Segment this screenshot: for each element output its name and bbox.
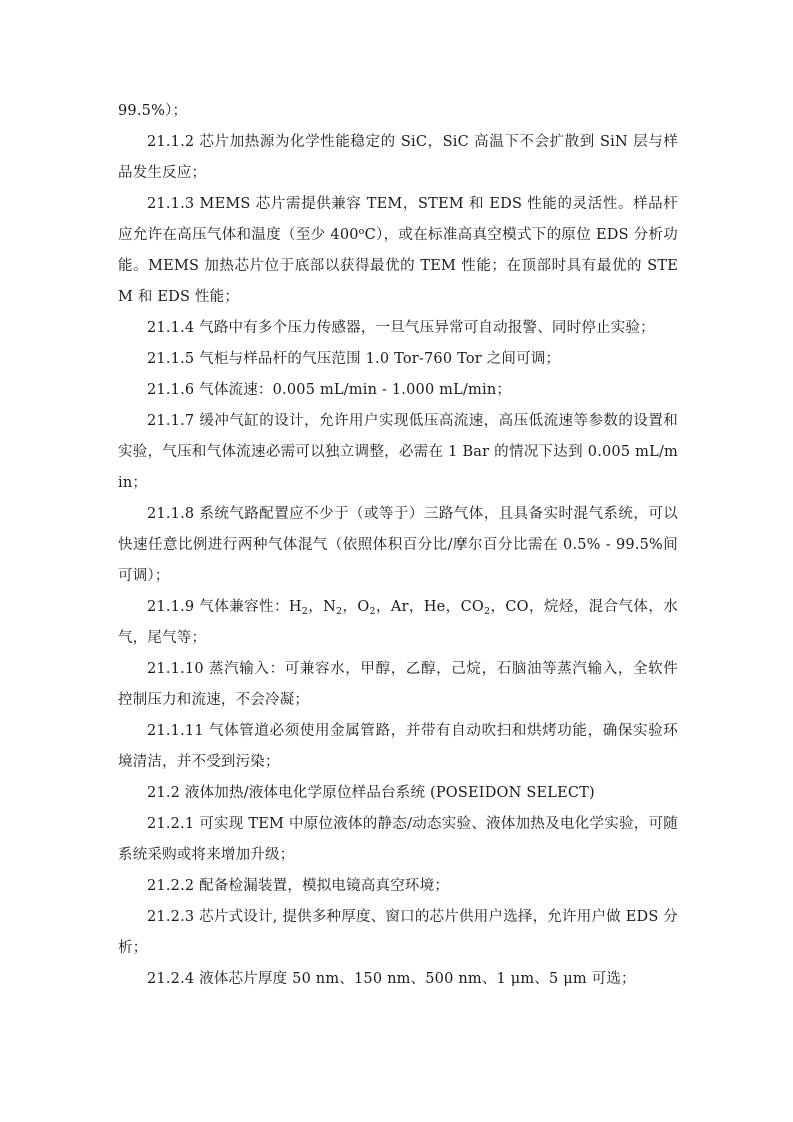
paragraph-21-1-6: 21.1.6 气体流速：0.005 mL/min - 1.000 mL/min； [147, 382, 512, 398]
paragraph-21-1-3-part2: C），或在标准高真空模式下的原位 EDS 分析功能。MEMS 加热芯片位于底部以获得最优的 TEM 性能；在顶部时具有最优的 STEM 和 EDS 性能； [118, 227, 678, 305]
document-body [118, 96, 678, 995]
paragraph-21-1-2: 21.1.2 芯片加热源为化学性能稳定的 SiC，SiC 高温下不会扩散到 SiN 层与样品发生反应； [118, 134, 678, 181]
paragraph-21-1-8: 21.1.8 系统气路配置应不少于（或等于）三路气体，且具备实时混气系统，可以快速任意比例进行两种气体混气（依照体积百分比/摩尔百分比需在 0.5% - 99.5%间可调）； [118, 506, 678, 584]
gas-h-subscript: 2 [301, 606, 308, 617]
gas-co2-subscript: 2 [483, 606, 491, 617]
paragraph-21-1-3-part1: 21.1.3 MEMS 芯片需提供兼容 TEM，STEM 和 EDS 性能的灵活性。样品杆应允许在高压气体和温度（至少 400 [118, 196, 678, 243]
paragraph-21-2-1: 21.2.1 可实现 TEM 中原位液体的静态/动态实验、液体加热及电化学实验，可随系统采购或将来增加升级； [118, 816, 678, 863]
paragraph-21-1-5: 21.1.5 气柜与样品杆的气压范围 1.0 Tor-760 Tor 之间可调； [147, 351, 561, 367]
gas-rest-2: ，CO，烷烃，混合气体，水气，尾气等； [118, 599, 678, 646]
gas-h: H [288, 599, 302, 615]
gas-rest-1: ，Ar，He，CO [375, 599, 484, 615]
gas-n: ，N [307, 599, 337, 615]
paragraph-21-1-9 [118, 592, 678, 654]
gas-label: 21.1.9 气体兼容性： [147, 599, 289, 615]
paragraph-21-2-4: 21.2.4 液体芯片厚度 50 nm、150 nm、500 nm、1 μm、5 μm 可选； [147, 971, 636, 987]
section-heading-21-2: 21.2 液体加热/液体电化学原位样品台系统 (POSEIDON SELECT) [147, 785, 595, 801]
gas-o: ，O [342, 599, 370, 615]
paragraph-21-1-10: 21.1.10 蒸汽输入：可兼容水，甲醇，乙醇，己烷，石脑油等蒸汽输入，全软件控制压力和流速，不会冷凝； [118, 661, 678, 708]
paragraph-21-1-3 [118, 189, 678, 313]
paragraph-21-1-4: 21.1.4 气路中有多个压力传感器，一旦气压异常可自动报警、同时停止实验； [147, 320, 655, 336]
degree-superscript: o [358, 226, 365, 237]
paragraph-continuation: 99.5%）； [118, 103, 188, 119]
paragraph-21-1-7: 21.1.7 缓冲气缸的设计，允许用户实现低压高流速，高压低流速等参数的设置和实验，气压和气体流速必需可以独立调整，必需在 1 Bar 的情况下达到 0.005 mL/min； [118, 413, 678, 491]
paragraph-21-1-11: 21.1.11 气体管道必须使用金属管路，并带有自动吹扫和烘烤功能，确保实验环境清洁，并不受到污染； [118, 723, 678, 770]
paragraph-21-2-3: 21.2.3 芯片式设计, 提供多种厚度、窗口的芯片供用户选择，允许用户做 EDS 分析； [118, 909, 678, 956]
gas-n-subscript: 2 [336, 606, 343, 617]
gas-o-subscript: 2 [369, 606, 376, 617]
paragraph-21-2-2: 21.2.2 配备检漏装置，模拟电镜高真空环境； [147, 878, 450, 894]
